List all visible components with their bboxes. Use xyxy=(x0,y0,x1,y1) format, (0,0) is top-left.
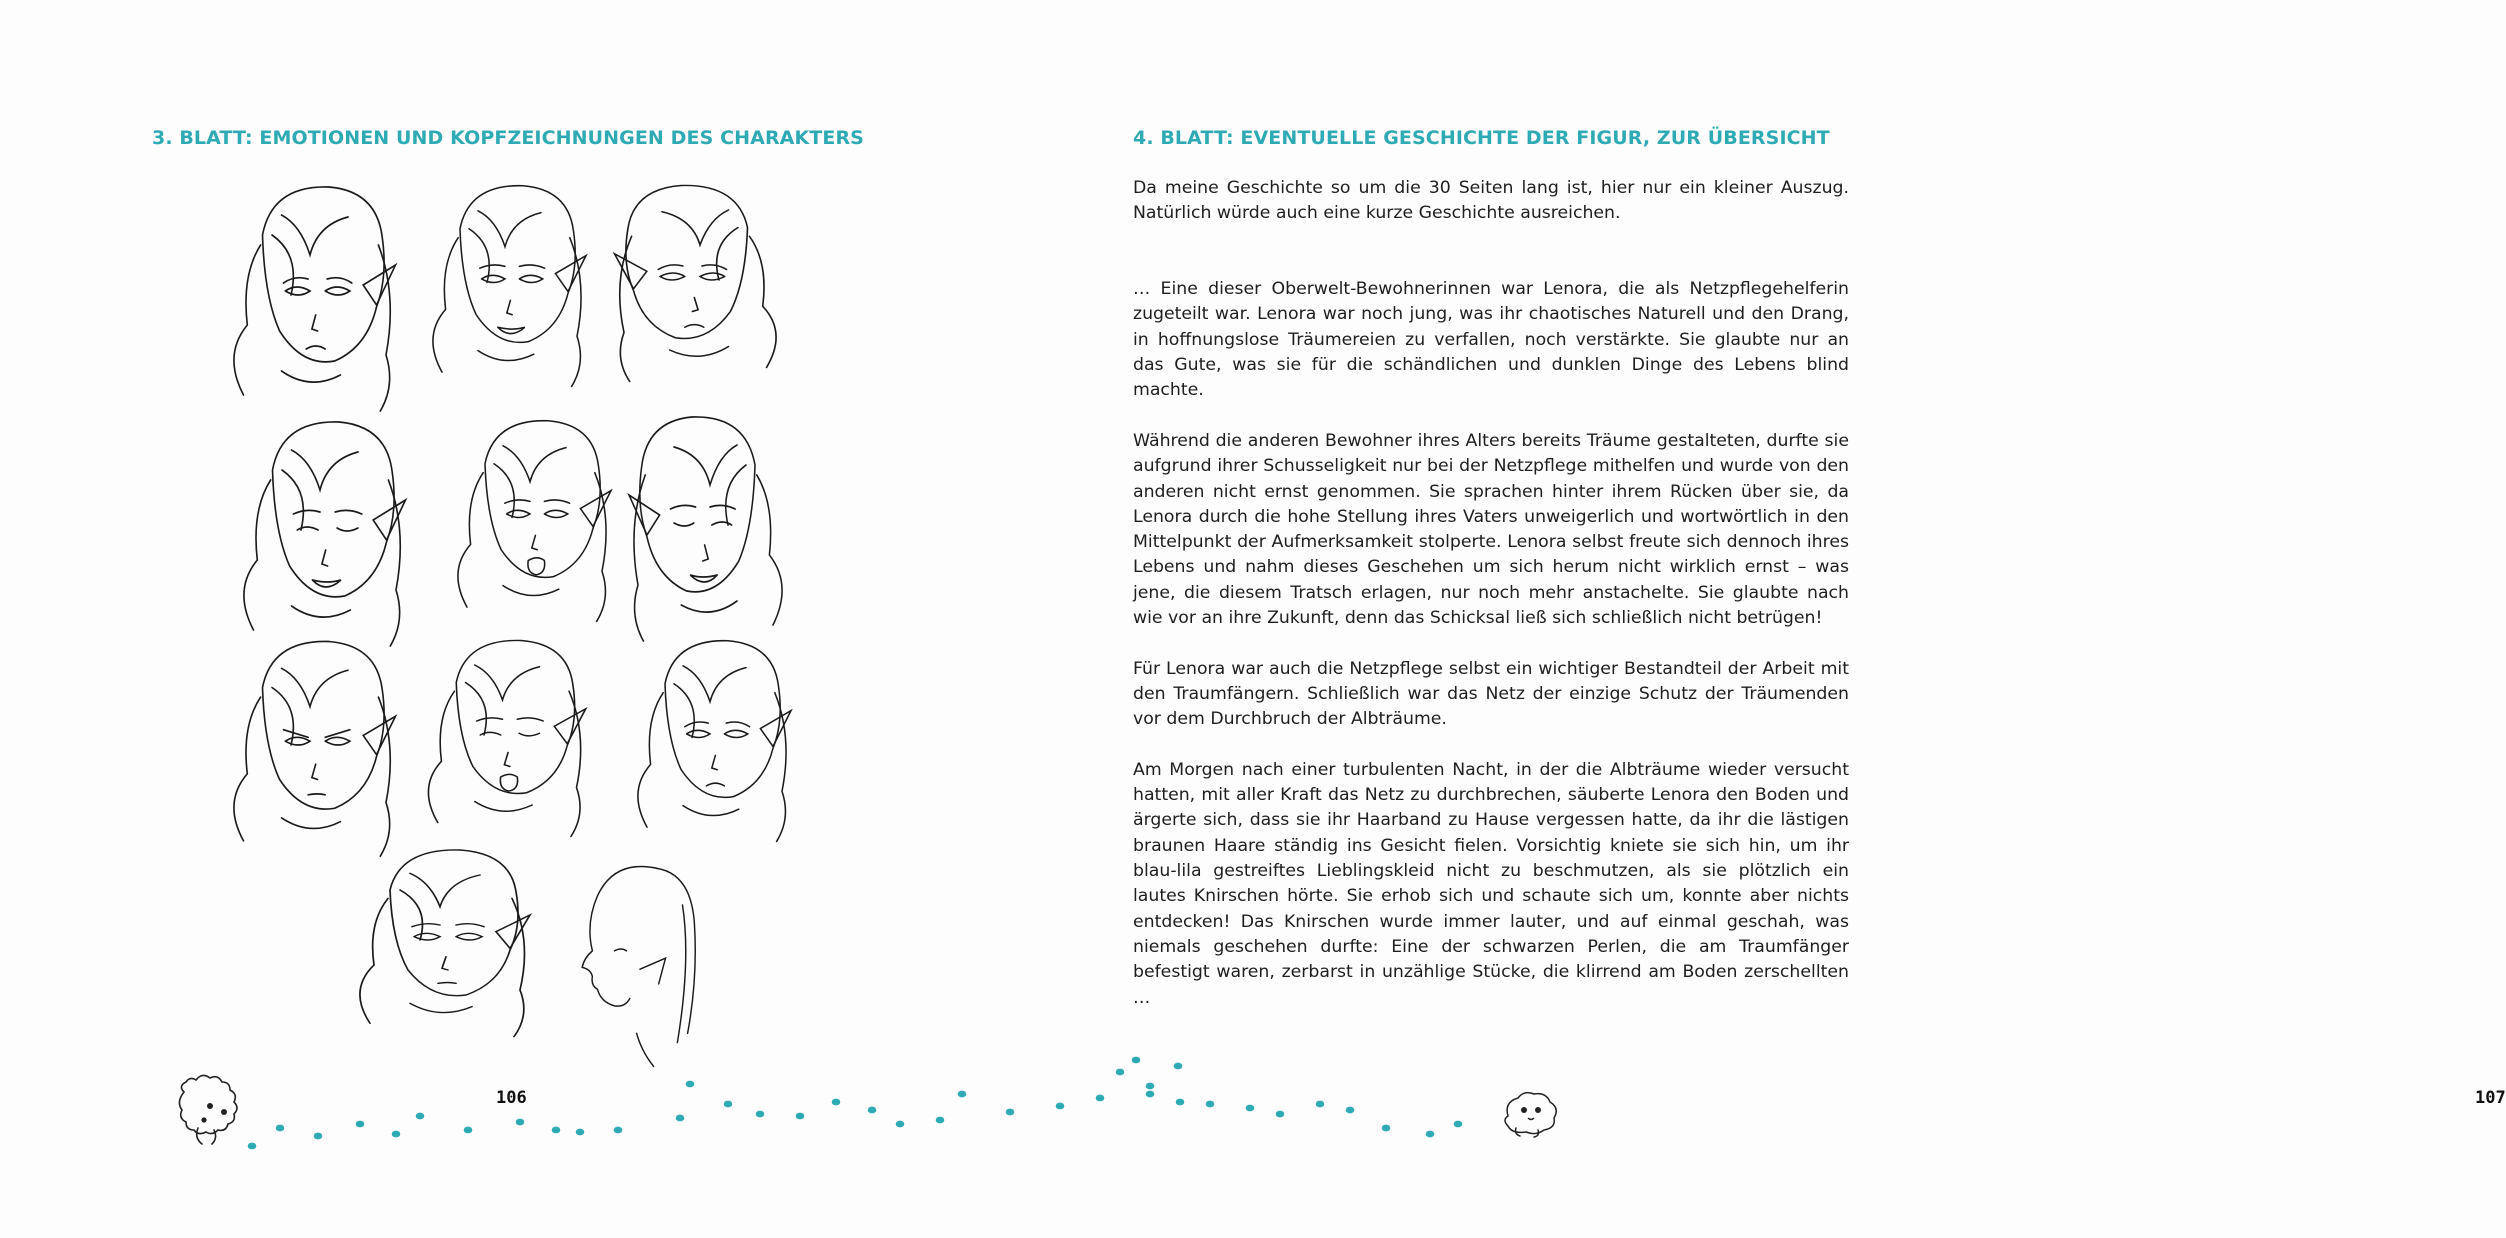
elf-head-sketch xyxy=(410,630,595,840)
left-page xyxy=(0,0,1000,1238)
story-paragraph-1: … Eine dieser Oberwelt-Bewohnerinnen war Lenora, die als Netzpflegehelferin zugeteilt war. Lenora war noch jung, was ihr chaotisches Naturell und den Drang, in hoffnungslose Träumereien zu verfallen, noch verstärkte. Sie glaubte nur an das Gute, was sie für die schändlichen und dunklen Dinge des Lebens blind machte. xyxy=(1133,279,1849,401)
left-page-heading: 3. BLATT: EMOTIONEN UND KOPFZEICHNUNGEN DES CHARAKTERS xyxy=(152,127,864,149)
page-number-right: 107 xyxy=(2475,1088,2506,1108)
page-number-left: 106 xyxy=(496,1088,527,1108)
fluffy-critter-icon xyxy=(170,1070,250,1150)
elf-head-sketch xyxy=(225,410,415,650)
expression-sheet xyxy=(0,0,1000,1238)
elf-head-sketch xyxy=(215,630,405,860)
story-paragraph-4: Am Morgen nach einer turbulenten Nacht, in der die Albträume wieder versucht hatten, mit aller Kraft das Netz zu durchbrechen, säuberte Lenora den Boden und ärgerte sich, dass sie ihr Haarband zu Hause vergessen hatte, da ihr die lästigen braunen Haare ständig ins Gesicht fielen. Vorsichtig kniete sie sich hin, um ihr blau-lila gestreiftes Lieblingskleid nicht zu beschmutzen, als sie plötzlich ein lautes Knirschen hörte. Sie erhob sich und schaute sich um, konnte aber nichts entdecken! Das Knirschen wurde immer lauter, und auf einmal geschah, was niemals geschehen durfte: Eine der schwarzen Perlen, die am Traumfänger befestigt waren, zerbarst in unzählige Stücke, die klirrend am Boden zerschellten … xyxy=(1133,759,1849,1008)
right-page-heading: 4. BLATT: EVENTUELLE GESCHICHTE DER FIGUR, ZUR ÜBERSICHT xyxy=(1133,127,1830,149)
elf-head-sketch xyxy=(605,175,795,385)
elf-head-sketch xyxy=(340,840,540,1040)
story-paragraph-3: Für Lenora war auch die Netzpflege selbst ein wichtiger Bestandteil der Arbeit mit den Traumfängern. Schließlich war das Netz der einzige Schutz der Träumenden vor dem Durchbruch der Albträume. xyxy=(1133,658,1849,730)
story-paragraph-2: Während die anderen Bewohner ihres Alters bereits Träume gestalteten, durfte sie aufgrund ihrer Schusseligkeit nur bei der Netzpflege mithelfen und wurde von den anderen nicht ernst genommen. Sie sprachen hinter ihrem Rücken über sie, da Lenora durch die hohe Stellung ihres Vaters unweigerlich und wortwörtlich in den Mittelpunkt der Aufmerksamkeit stolperte. Lenora selbst freute sich dennoch ihres Lebens und nahm dieses Geschehen um sich herum nicht wirklich ernst – was jene, die diesem Tratsch erlagen, nur noch mehr anstachelte. Sie glaubte nach wie vor an ihre Zukunft, denn das Schicksal ließ sich schließlich nicht betrügen! xyxy=(1133,430,1849,629)
story-excerpt xyxy=(1133,176,1849,1036)
fluffy-critter-icon xyxy=(1500,1090,1560,1138)
elf-head-sketch xyxy=(415,175,595,390)
right-page xyxy=(1000,0,2506,1238)
elf-head-sketch xyxy=(620,630,800,845)
elf-head-sketch xyxy=(440,410,620,625)
elf-head-sketch xyxy=(555,850,725,1070)
elf-head-sketch xyxy=(215,175,405,415)
intro-paragraph: Da meine Geschichte so um die 30 Seiten lang ist, hier nur ein kleiner Auszug. Natürlich würde auch eine kurze Geschichte ausreichen. xyxy=(1133,178,1849,224)
elf-head-sketch xyxy=(620,405,800,645)
